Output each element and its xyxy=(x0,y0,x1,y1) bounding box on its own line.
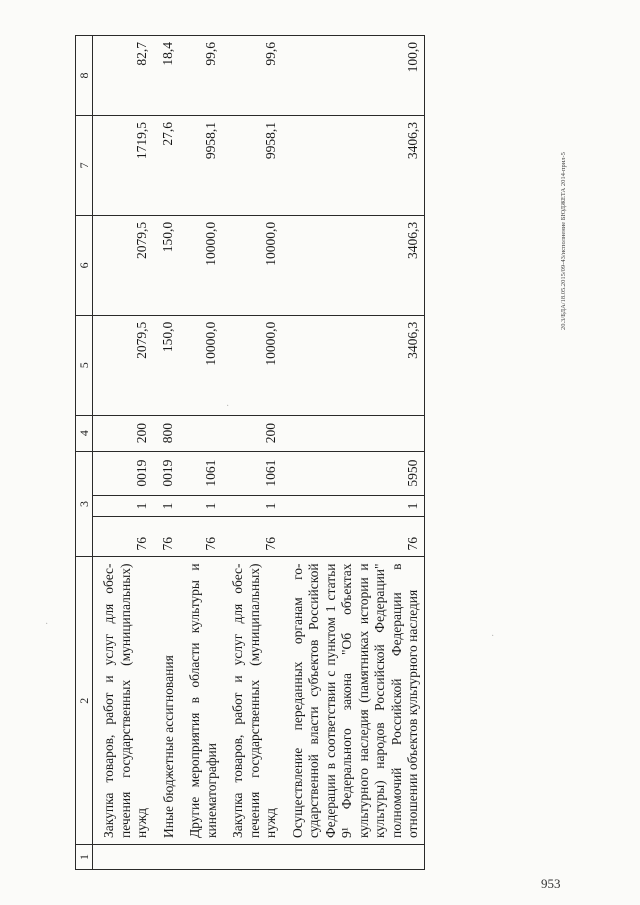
code-cell: 76 xyxy=(282,517,425,557)
header-cell: 7 xyxy=(76,115,93,215)
empty-cell xyxy=(93,845,153,870)
scan-speck: · xyxy=(45,619,49,630)
empty-cell xyxy=(153,845,180,870)
code-cell: 0019 xyxy=(93,451,153,495)
row-name-cell: Закупка товаров, работ и услуг для обеспечения государственных (муниципальных) нужд xyxy=(93,557,153,845)
file-path-note: 20.3/БДА/18.05.2015/09-43/исполнение БЮДЖЕТА 2014-прил-5 xyxy=(560,152,567,330)
code-cell: 76 xyxy=(222,517,282,557)
value-cell: 2079,5 xyxy=(93,315,153,415)
rotated-page xyxy=(75,35,570,870)
code-cell: 76 xyxy=(153,517,180,557)
code-cell: 1 xyxy=(282,495,425,517)
scan-speck: · xyxy=(226,401,230,412)
percent-cell: 100,0 xyxy=(282,36,425,116)
percent-cell: 99,6 xyxy=(179,36,222,116)
table-row xyxy=(222,36,282,870)
value-cell: 9958,1 xyxy=(222,115,282,215)
scan-speck: · xyxy=(491,631,495,642)
code-cell: 1 xyxy=(153,495,180,517)
value-cell: 1719,5 xyxy=(93,115,153,215)
header-cell: 4 xyxy=(76,415,93,451)
value-cell: 150,0 xyxy=(153,315,180,415)
code-cell xyxy=(282,415,425,451)
column-numbers-row xyxy=(76,36,93,870)
empty-cell xyxy=(282,845,425,870)
percent-cell: 82,7 xyxy=(93,36,153,116)
value-cell: 3406,3 xyxy=(282,315,425,415)
row-name-cell: Иные бюджетные ассигнования xyxy=(153,557,180,845)
value-cell: 10000,0 xyxy=(222,315,282,415)
table-row xyxy=(179,36,222,870)
header-cell: 1 xyxy=(76,845,93,870)
table-row xyxy=(153,36,180,870)
value-cell: 27,6 xyxy=(153,115,180,215)
table-row xyxy=(282,36,425,870)
page-number: 953 xyxy=(541,876,561,891)
percent-cell: 18,4 xyxy=(153,36,180,116)
value-cell: 2079,5 xyxy=(93,215,153,315)
code-cell: 1 xyxy=(222,495,282,517)
code-cell: 200 xyxy=(222,415,282,451)
value-cell: 10000,0 xyxy=(222,215,282,315)
value-cell: 3406,3 xyxy=(282,215,425,315)
code-cell: 1 xyxy=(93,495,153,517)
code-cell: 76 xyxy=(179,517,222,557)
code-cell: 1 xyxy=(179,495,222,517)
code-cell: 76 xyxy=(93,517,153,557)
row-name-cell: Осуществление переданных органам государственной власти субъектов Российской Федерации в соответствии с пунктом 1 статьи 9¹ Федерального закона "Об объектах культурного наследия (памятниках истории и культуры) народов Российской Федерации" полномочий Российской Федерации в отношении объектов культурного наследия xyxy=(282,557,425,845)
code-cell: 800 xyxy=(153,415,180,451)
code-cell: 200 xyxy=(93,415,153,451)
code-cell: 0019 xyxy=(153,451,180,495)
value-cell: 3406,3 xyxy=(282,115,425,215)
empty-cell xyxy=(222,845,282,870)
percent-cell: 99,6 xyxy=(222,36,282,116)
header-cell: 5 xyxy=(76,315,93,415)
header-cell: 6 xyxy=(76,215,93,315)
code-cell: 5950 xyxy=(282,451,425,495)
value-cell: 10000,0 xyxy=(179,315,222,415)
table-row xyxy=(93,36,153,870)
header-cell: 8 xyxy=(76,36,93,116)
empty-cell xyxy=(179,845,222,870)
code-cell: 1061 xyxy=(179,451,222,495)
budget-table xyxy=(75,35,425,870)
code-cell xyxy=(179,415,222,451)
value-cell: 150,0 xyxy=(153,215,180,315)
row-name-cell: Другие мероприятия в области культуры и кинематографии xyxy=(179,557,222,845)
value-cell: 9958,1 xyxy=(179,115,222,215)
value-cell: 10000,0 xyxy=(179,215,222,315)
header-cell: 3 xyxy=(76,451,93,557)
header-cell: 2 xyxy=(76,557,93,845)
row-name-cell: Закупка товаров, работ и услуг для обеспечения государственных (муниципальных) нужд xyxy=(222,557,282,845)
code-cell: 1061 xyxy=(222,451,282,495)
